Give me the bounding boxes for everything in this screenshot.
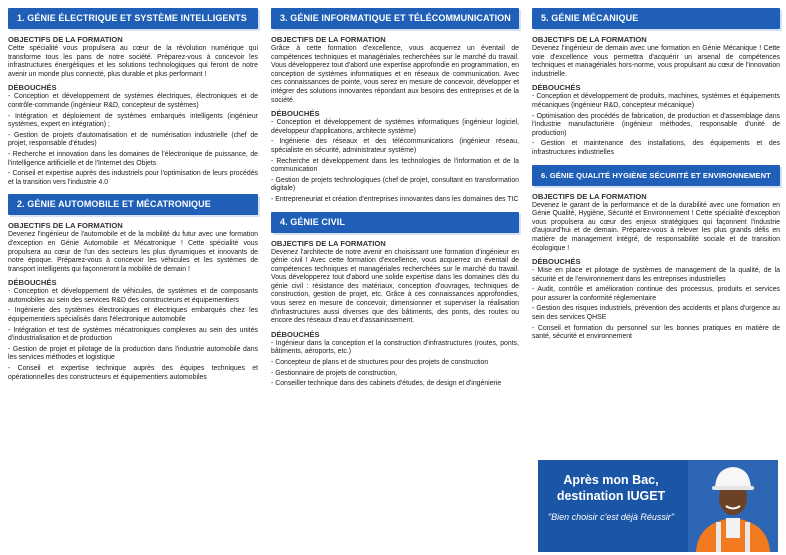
section-genie-informatique [271,8,519,205]
debouches-label: DÉBOUCHÉS [271,329,320,339]
objectives-label: OBJECTIFS DE LA FORMATION [8,35,123,44]
section-genie-automobile [8,194,258,382]
objectives-text: Grâce à cette formation d'excellence, vous acquerrez un éventail de compétences techniques et managériales recherchées sur le marché du travail. Vous développerez tout d'abord une expertise approfondie en programmation, en conception de systèmes informatiques et en réseaux de communication. Avec ces connaissances de pointe, vous serez en mesure de concevoir, développer et intégrer des solutions innovantes répondant aux besoins des entreprises et de la société. [271,45,519,104]
engineer-photo-icon [688,460,778,552]
list-item: - Mise en place et pilotage de systèmes de management de la qualité, de la sécurité et de l'environnement dans les entreprises industrielles [532,267,780,284]
debouches-label: DÉBOUCHÉS [271,109,320,119]
list-item: - Concepteur de plans et de structures pour des projets de construction [271,359,519,368]
list-item: - Recherche et développement dans les technologies de l'information et de la communication [271,158,519,175]
banner-slogan: "Bien choisir c'est déjà Réussir" [547,512,675,522]
debouches-list [271,119,519,204]
section-title: 1. GÉNIE ÉLECTRIQUE ET SYSTÈME INTELLIGENTS [8,8,258,29]
debouches-list [532,267,780,342]
section-genie-electrique [8,8,258,187]
section-genie-mecanique [532,8,780,158]
list-item: - Gestionnaire de projets de construction, [271,370,519,379]
debouches-label: DÉBOUCHÉS [532,257,581,267]
debouches-list [8,288,258,382]
objectives-text: Devenez l'ingénieur de demain avec une formation en Génie Mécanique ! Cette voie d'excellence vous permettra d'acquérir un arsenal de compétences techniques et managériales hors-norme, vous propulsant au cœur de l'innovation industrielle. [532,45,780,78]
column-left [8,8,258,389]
section-title: 4. GÉNIE CIVIL [271,212,519,233]
objectives-text: Devenez le garant de la performance et de la durabilité avec une formation en Génie Qualité, Hygiène, Sécurité et Environnement ! Cette spécialité d'exception vous propulsera au cœur des enjeux stratégiques qui façonnent l'industrie d'aujourd'hui et de demain. Préparez-vous à relever les plus grands défis en matière de management intégré, de responsabilité sociale et de transition écologique ! [532,201,780,252]
debouches-list [532,93,780,157]
promo-banner [538,460,778,552]
list-item: - Conception et développement de systèmes informatiques (ingénieur logiciel, développeur d'applications, architecte système) [271,119,519,136]
list-item: - Gestion de projets d'automatisation et de numérisation industrielle (chef de projet, responsable d'études) [8,132,258,149]
debouches-label: DÉBOUCHÉS [532,83,581,93]
objectives-label: OBJECTIFS DE LA FORMATION [532,191,647,201]
list-item: - Audit, contrôle et amélioration continue des processus, produits et services pour assurer la conformité réglementaire [532,286,780,303]
list-item: - Conception et développement de produits, machines, systèmes et équipements mécaniques (ingénieur R&D, concepteur mécanique) [532,93,780,110]
objectives-label: OBJECTIFS DE LA FORMATION [532,35,647,44]
list-item: - Recherche et innovation dans les domaines de l'électronique de puissance, de l'intelligence artificielle et de l'Internet des Objets [8,151,258,168]
section-genie-civil [271,212,519,389]
banner-headline: Après mon Bac, destination IUGET [556,473,666,503]
column-middle [271,8,519,396]
list-item: - Conseil et expertise technique auprès des équipes techniques et opérationnelles des constructeurs et équipementiers automobiles [8,365,258,382]
list-item: - Optimisation des procédés de fabrication, de production et d'assemblage dans l'industrie manufacturière (ingénieur méthodes, responsable d'unité de production) [532,113,780,139]
list-item: - Ingénierie des réseaux et des télécommunications (ingénieur réseau, spécialiste en sécurité, administrateur système) [271,138,519,155]
column-right [532,8,780,349]
section-genie-qhse [532,165,780,342]
debouches-label: DÉBOUCHÉS [8,278,57,288]
list-item: - Conseil et expertise auprès des industriels pour l'optimisation de leurs procédés et la transition vers l'industrie 4.0 [8,170,258,187]
list-item: - Ingénierie des systèmes électroniques et électriques embarqués chez les équipementiers spécialisés dans l'électronique automobile [8,307,258,324]
list-item: - Ingénieur dans la conception et la construction d'infrastructures (routes, ponts, bâtiments, aéroports, etc.) [271,340,519,357]
list-item: - Conseil et formation du personnel sur les bonnes pratiques en matière de santé, sécurité et environnement [532,325,780,342]
list-item: - Conception et développement de systèmes électriques, électroniques et de contrôle-commande (ingénieur R&D, concepteur de systèmes) [8,93,258,110]
objectives-text: Devenez l'architecte de notre avenir en choisissant une formation d'ingénieur en génie civil ! Avec cette formation d'excellence, vous acquerrez un éventail de compétences techniques et managériales recherchées sur le marché du travail. Vous développerez tout d'abord une solide expertise dans les domaines clés du génie civil : résistance des matériaux, conception d'ouvrages, techniques de construction, gestion de projet, etc. Grâce à ces connaissances approfondies, vous serez en mesure de concevoir, dimensionner et superviser la réalisation d'infrastructures aussi diverses que des bâtiments, des ponts, des routes ou encore des réseaux d'eau et d'assainissement. [271,248,519,325]
list-item: - Conception et développement de véhicules, de systèmes et de composants automobiles au sein des services R&D des constructeurs et équipementiers [8,288,258,305]
objectives-label: OBJECTIFS DE LA FORMATION [271,238,386,248]
list-item: - Gestion des risques industriels, prévention des accidents et plans d'urgence au sein des services QHSE [532,305,780,322]
list-item: - Intégration et déploiement de systèmes embarqués intelligents (ingénieur systèmes, expert en intégration) ; [8,113,258,130]
section-title: 3. GÉNIE INFORMATIQUE ET TÉLÉCOMMUNICATION [271,8,519,29]
section-title: 5. GÉNIE MÉCANIQUE [532,8,780,29]
list-item: - Entrepreneuriat et création d'entreprises innovantes dans les domaines des TIC [271,196,519,205]
objectives-label: OBJECTIFS DE LA FORMATION [8,221,123,231]
list-item: - Gestion de projet et pilotage de la production dans l'industrie automobile dans les services méthodes et logistique [8,346,258,363]
list-item: - Gestion et maintenance des installations, des équipements et des infrastructures industrielles [532,140,780,157]
objectives-text: Devenez l'ingénieur de l'automobile et de la mobilité du futur avec une formation d'exception en Génie Automobile et Mécatronique ! Cette spécialité vous propulsera au cœur de l'un des secteurs les plus dynamiques et innovants de notre époque. Préparez-vous à concevoir les véhicules et les systèmes de transport intelligents qui façonneront la mobilité de demain ! [8,231,258,273]
list-item: - Conseiller technique dans des cabinets d'études, de design et d'ingénierie [271,380,519,389]
section-title: 2. GÉNIE AUTOMOBILE ET MÉCATRONIQUE [8,194,258,215]
debouches-label: DÉBOUCHÉS [8,83,57,93]
list-item: - Intégration et test de systèmes mécatroniques complexes au sein des unités d'industrialisation et de production [8,327,258,344]
objectives-label: OBJECTIFS DE LA FORMATION [271,35,386,44]
objectives-text: Cette spécialité vous propulsera au cœur de la révolution numérique qui transforme tous les pans de notre société. Préparez-vous à concevoir les infrastructures énergétiques et les solutions technologiques qui feront de notre avenir un monde plus connecté, plus durable et plus performant ! [8,45,258,78]
debouches-list [8,93,258,187]
section-title: 6. GÉNIE QUALITÉ HYGIÈNE SÉCURITÉ ET ENVIRONNEMENT [532,165,780,186]
list-item: - Gestion de projets technologiques (chef de projet, consultant en transformation digitale) [271,177,519,194]
debouches-list [271,340,519,389]
